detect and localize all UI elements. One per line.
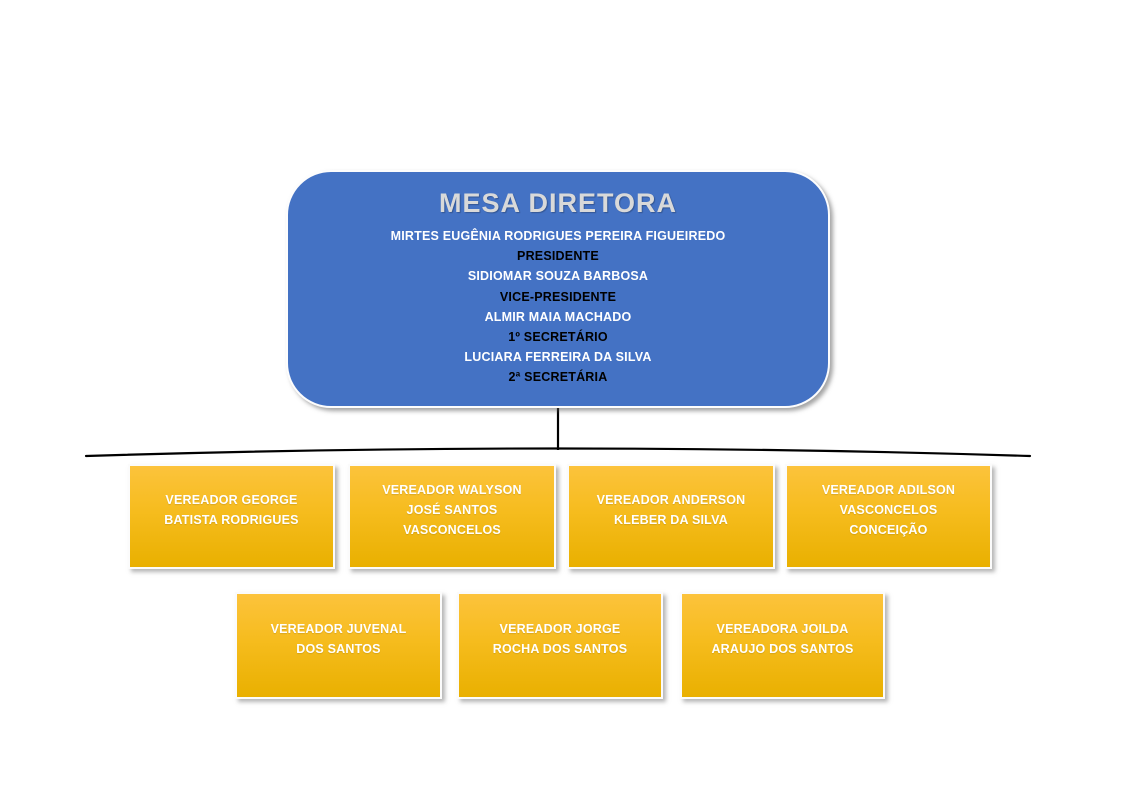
vereador-node-george-batista: VEREADOR GEORGE BATISTA RODRIGUES [128, 464, 335, 569]
mesa-diretora-node [286, 170, 830, 408]
connector-arc [86, 449, 1030, 457]
member-role-presidente: PRESIDENTE [517, 249, 599, 264]
mesa-diretora-members [288, 226, 828, 388]
member-role-segunda-secretaria: 2ª SECRETÁRIA [508, 370, 608, 385]
vereador-node-jorge-rocha: VEREADOR JORGE ROCHA DOS SANTOS [457, 592, 663, 699]
member-role-primeiro-secretario: 1º SECRETÁRIO [508, 330, 608, 345]
member-name-primeiro-secretario: ALMIR MAIA MACHADO [484, 309, 632, 324]
vereador-node-anderson-kleber: VEREADOR ANDERSON KLEBER DA SILVA [567, 464, 775, 569]
vereador-node-walyson-jose: VEREADOR WALYSON JOSÉ SANTOS VASCONCELOS [348, 464, 556, 569]
vereador-node-juvenal: VEREADOR JUVENAL DOS SANTOS [235, 592, 442, 699]
mesa-diretora-title: MESA DIRETORA [438, 188, 678, 218]
member-name-presidente: MIRTES EUGÊNIA RODRIGUES PEREIRA FIGUEIREDO [390, 229, 726, 243]
member-role-vice-presidente: VICE-PRESIDENTE [499, 289, 617, 304]
vereador-node-adilson-vasconcelos: VEREADOR ADILSON VASCONCELOS CONCEIÇÃO [785, 464, 992, 569]
member-name-segunda-secretaria: LUCIARA FERREIRA DA SILVA [464, 350, 652, 365]
vereador-node-joilda-araujo: VEREADORA JOILDA ARAUJO DOS SANTOS [680, 592, 885, 699]
member-name-vice-presidente: SIDIOMAR SOUZA BARBOSA [467, 269, 649, 284]
